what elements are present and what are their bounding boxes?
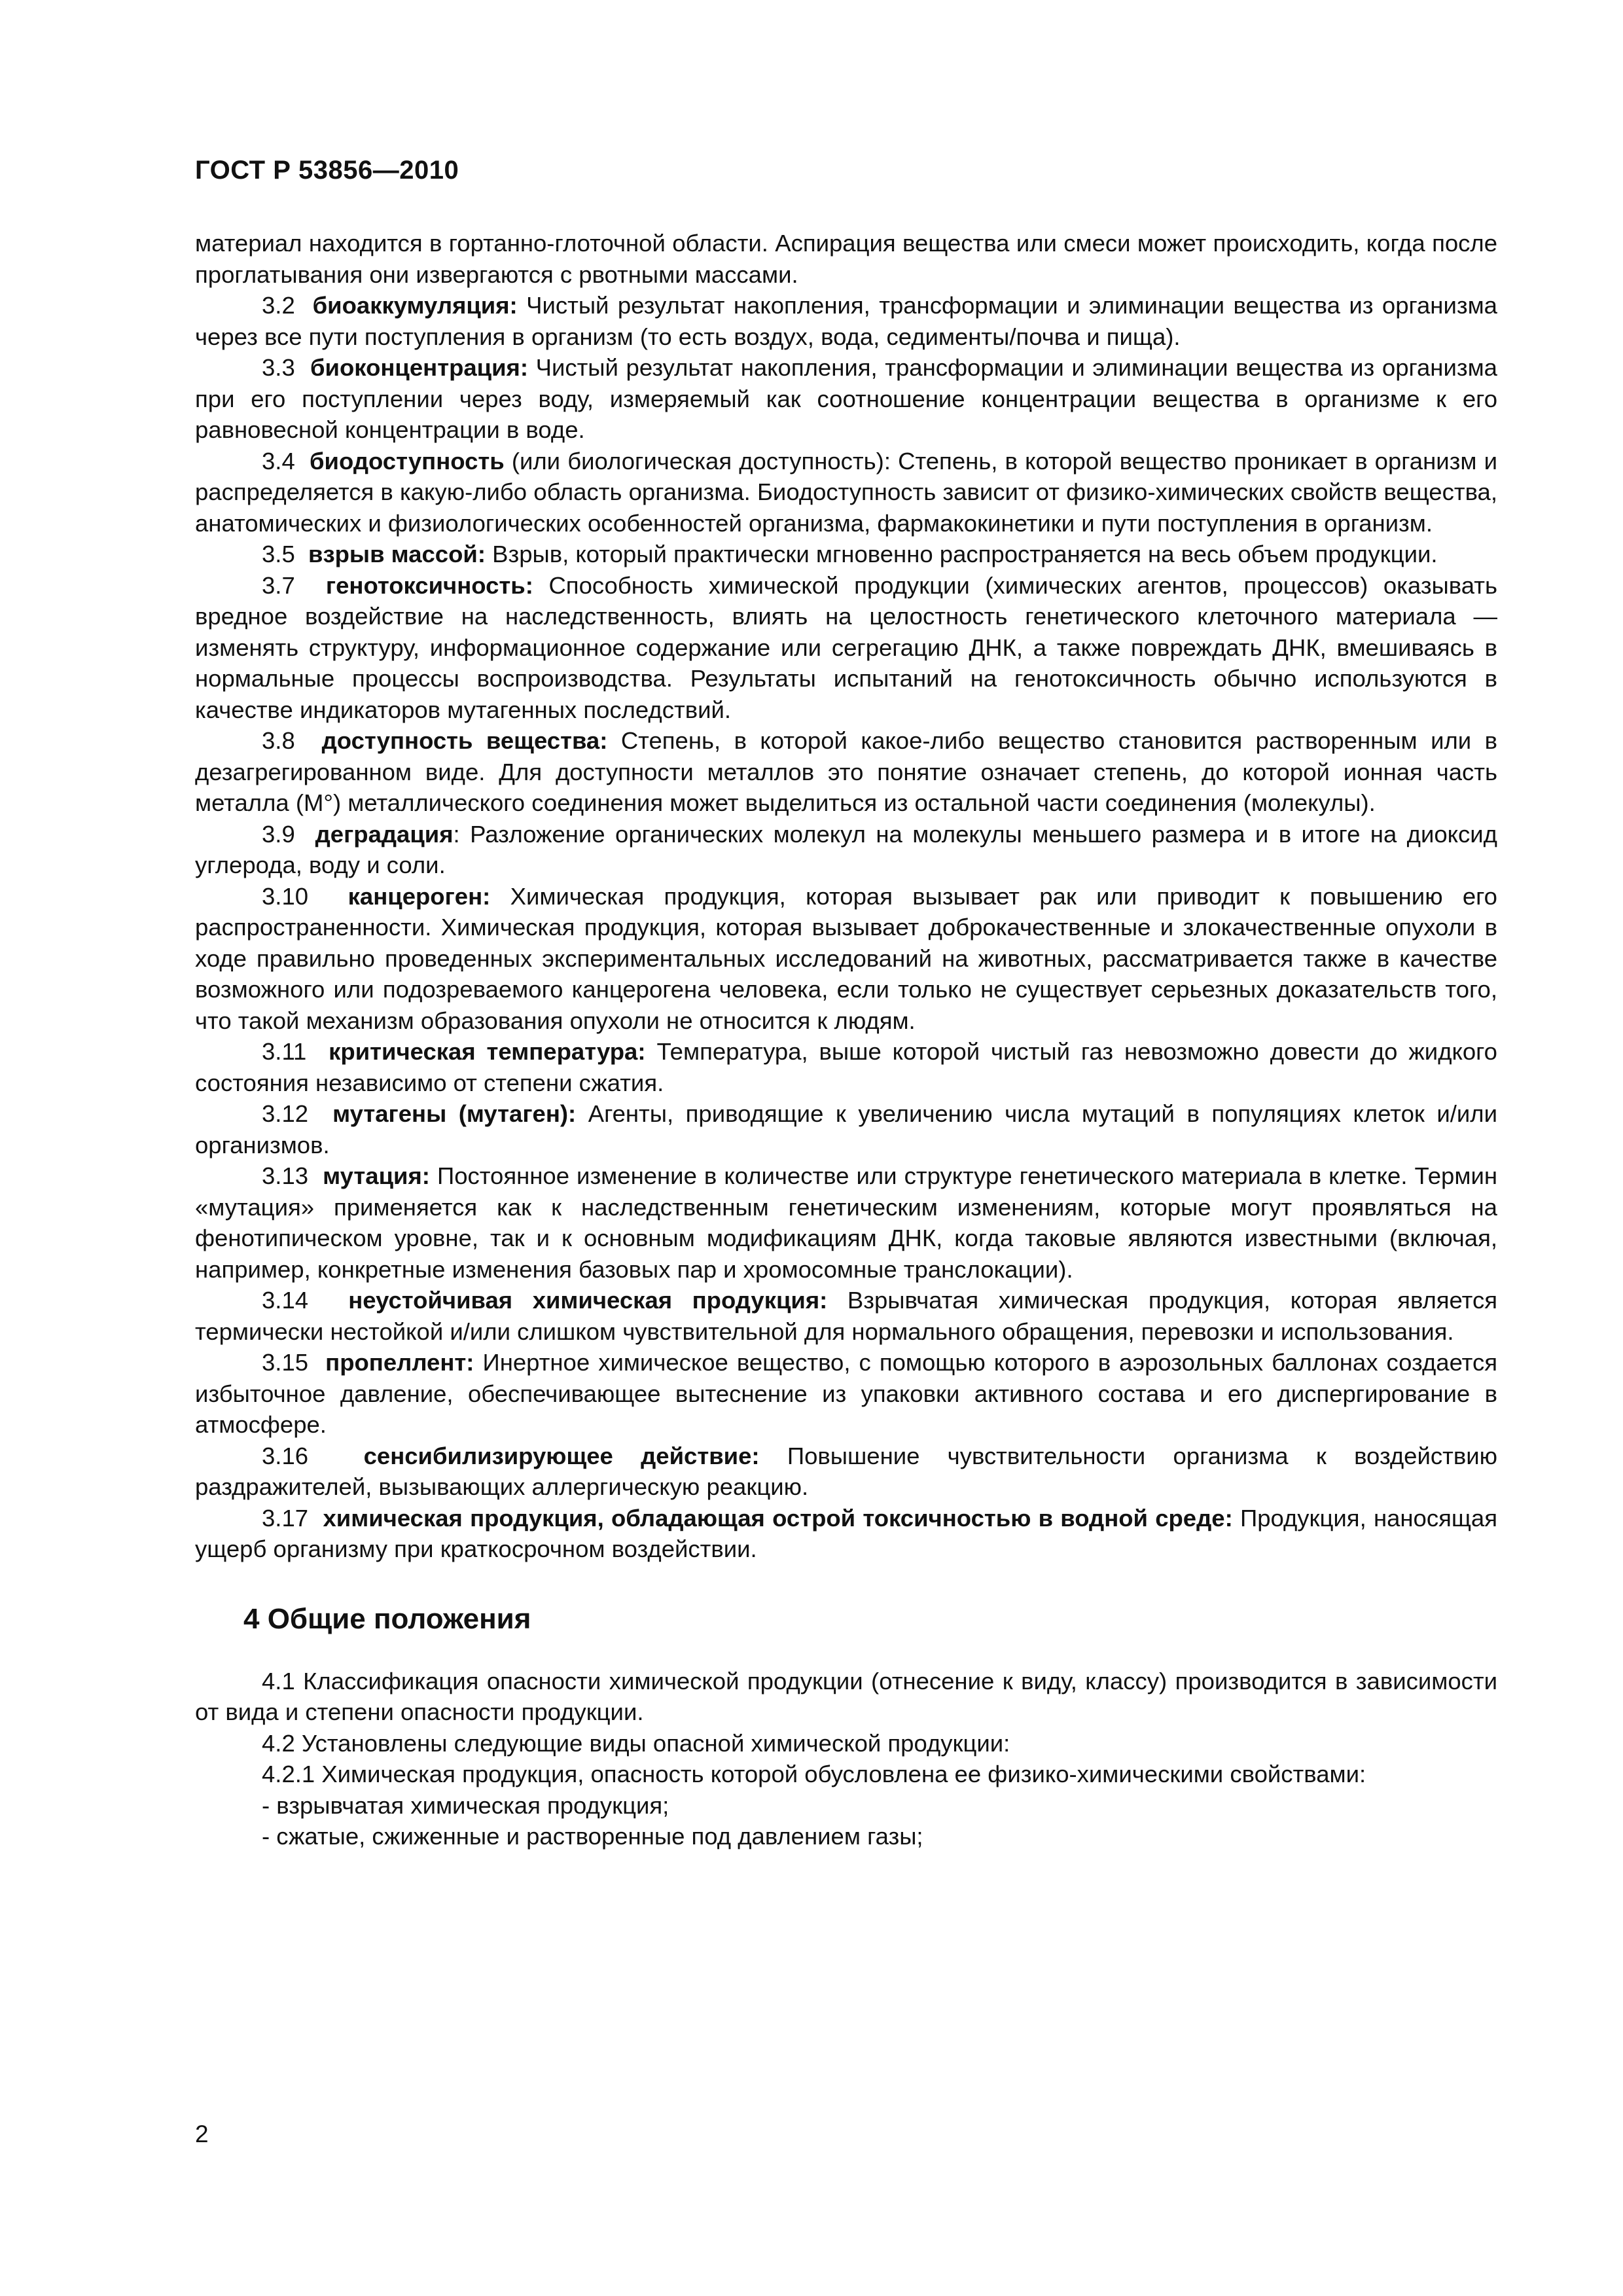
definition-text: Степень, в которой какое-либо вещество становится растворенным или в дезагрегированном виде. Для доступности металлов это понятие означает степень, до которой ионная часть металла (M°) металлического соединения может выделиться из остальной части соединения (молекулы). [195, 727, 1497, 816]
section-heading: 4 Общие положения [243, 1602, 531, 1635]
definition-3-12 [195, 1098, 1497, 1160]
definition-text: Чистый результат накопления, трансформации и элиминации вещества из организма через все пути поступления в организм (то есть воздух, вода, седименты/почва и пища). [195, 292, 1497, 350]
page-number: 2 [195, 2121, 209, 2147]
definition-number: 3.3 [262, 354, 295, 381]
definition-3-3 [195, 352, 1497, 446]
definition-number: 3.2 [262, 292, 295, 319]
definition-text: Агенты, приводящие к увеличению числа мутаций в популяциях клеток и/или организмов. [195, 1100, 1497, 1158]
definition-3-10 [195, 881, 1497, 1037]
definition-text: Способность химической продукции (химических агентов, процессов) оказывать вредное воздействие на наследственность, влиять на целостность генетического клеточного материала — изменять структуру, информационное содержание или сегрегацию ДНК, а также повреждать ДНК, вмешиваясь в нормальные процессы воспроизводства. Результаты испытаний на генотоксичность обычно используются в качестве индикаторов мутагенных последствий. [195, 571, 1497, 723]
definition-3-8 [195, 725, 1497, 819]
clause-4-1: 4.1 Классификация опасности химической продукции (отнесение к виду, классу) производится в зависимости от вида и степени опасности продукции. [195, 1667, 1497, 1725]
definition-3-13 [195, 1160, 1497, 1285]
definition-term: химическая продукция, обладающая острой токсичностью в водной среде: [323, 1504, 1233, 1532]
definition-3-9 [195, 819, 1497, 881]
definition-term: генотоксичность: [325, 571, 533, 599]
definition-text: Взрыв, который практически мгновенно распространяется на весь объем продукции. [492, 541, 1438, 567]
definition-term: неустойчивая химическая продукция: [348, 1287, 828, 1314]
definition-text: : Разложение органических молекул на молекулы меньшего размера и в итоге на диоксид углерода, воду и соли. [195, 820, 1497, 878]
definition-term: доступность вещества: [321, 727, 608, 754]
definition-term: деградация [315, 820, 454, 848]
document-body [195, 228, 1497, 1852]
definition-text: Химическая продукция, которая вызывает рак или приводит к повышению его распространенности. Химическая продукция, которая вызывает доброкачественные и злокачественные опухоли в ходе правильно проведенных экспериментальных исследований на животных, рассматривается также в качестве возможного или подозреваемого канцерогена человека, если только не существует серьезных доказательств того, что такой механизм образования опухоли не относится к людям. [195, 882, 1497, 1034]
definition-number: 3.8 [262, 727, 295, 754]
definition-3-2 [195, 290, 1497, 352]
definition-text: Инертное химическое вещество, с помощью которого в аэрозольных баллонах создается избыточное давление, обеспечивающее вытеснение из упаковки активного состава и его диспергирование в атмосфере. [195, 1349, 1497, 1438]
definition-3-17 [195, 1503, 1497, 1565]
definition-term: биодоступность [310, 447, 505, 475]
definition-term: биоконцентрация: [310, 354, 528, 381]
definition-text: Продукция, наносящая ущерб организму при краткосрочном воздействии. [195, 1504, 1497, 1562]
definition-term: сенсибилизирующее действие: [363, 1442, 760, 1469]
definition-number: 3.14 [262, 1287, 309, 1314]
definition-number: 3.7 [262, 571, 295, 599]
definition-text: Чистый результат накопления, трансформации и элиминации вещества из организма при его поступлении через воду, измеряемый как соотношение концентрации вещества в организме к его равновесной концентрации в воде. [195, 354, 1497, 443]
definition-3-5 [195, 539, 1497, 570]
definition-3-11 [195, 1036, 1497, 1098]
definition-text: Повышение чувствительности организма к воздействию раздражителей, вызывающих аллергическую реакцию. [195, 1442, 1497, 1500]
definition-number: 3.17 [262, 1504, 309, 1532]
definition-term: мутагены (мутаген): [332, 1100, 577, 1127]
definition-3-14 [195, 1285, 1497, 1347]
definition-term: мутация: [323, 1162, 430, 1189]
definition-term: критическая температура: [329, 1038, 646, 1065]
clause-4-2: 4.2 Установлены следующие виды опасной химической продукции: [262, 1729, 1010, 1757]
definition-number: 3.13 [262, 1162, 309, 1189]
definition-3-15 [195, 1347, 1497, 1441]
definition-number: 3.5 [262, 541, 295, 567]
clause-4-2-1: 4.2.1 Химическая продукция, опасность которой обусловлена ее физико-химическими свойствами: [262, 1761, 1366, 1787]
definition-number: 3.15 [262, 1349, 309, 1376]
definition-term: биоаккумуляция: [312, 292, 518, 319]
definition-number: 3.16 [262, 1442, 309, 1469]
definition-text: Температура, выше которой чистый газ невозможно довести до жидкого состояния независимо от степени сжатия. [195, 1038, 1497, 1096]
definition-text: (или биологическая доступность): Степень, в которой вещество проникает в организм и распределяется в какую-либо область организма. Биодоступность зависит от физико-химических свойств вещества, анатомических и физиологических особенностей организма, фармакокинетики и пути поступления в организм. [195, 447, 1497, 537]
definition-3-7 [195, 570, 1497, 726]
definition-number: 3.4 [262, 447, 295, 475]
list-item: - взрывчатая химическая продукция; [262, 1791, 669, 1819]
definition-text: Взрывчатая химическая продукция, которая является термически нестойкой и/или слишком чувствительной для нормального обращения, перевозки и использования. [195, 1287, 1497, 1345]
definition-number: 3.12 [262, 1100, 309, 1127]
document-header: ГОСТ Р 53856—2010 [195, 156, 459, 185]
continuation-paragraph: материал находится в гортанно-глоточной области. Аспирация вещества или смеси может происходить, когда после проглатывания они извергаются с рвотными массами. [195, 230, 1497, 288]
definition-term: взрыв массой: [308, 541, 486, 567]
definition-number: 3.9 [262, 820, 295, 848]
definition-term: канцероген: [348, 882, 491, 910]
definition-term: пропеллент: [325, 1349, 474, 1376]
definition-number: 3.10 [262, 882, 309, 910]
definition-3-16 [195, 1441, 1497, 1503]
definition-text: Постоянное изменение в количестве или структуре генетического материала в клетке. Термин «мутация» применяется как к наследственным генетическим изменениям, которые могут проявляться на фенотипическом уровне, так и к основным модификациям ДНК, когда таковые являются известными (включая, например, конкретные изменения базовых пар и хромосомные транслокации). [195, 1162, 1497, 1283]
definition-3-4 [195, 446, 1497, 539]
definition-number: 3.11 [262, 1038, 307, 1065]
list-item: - сжатые, сжиженные и растворенные под давлением газы; [262, 1823, 923, 1850]
